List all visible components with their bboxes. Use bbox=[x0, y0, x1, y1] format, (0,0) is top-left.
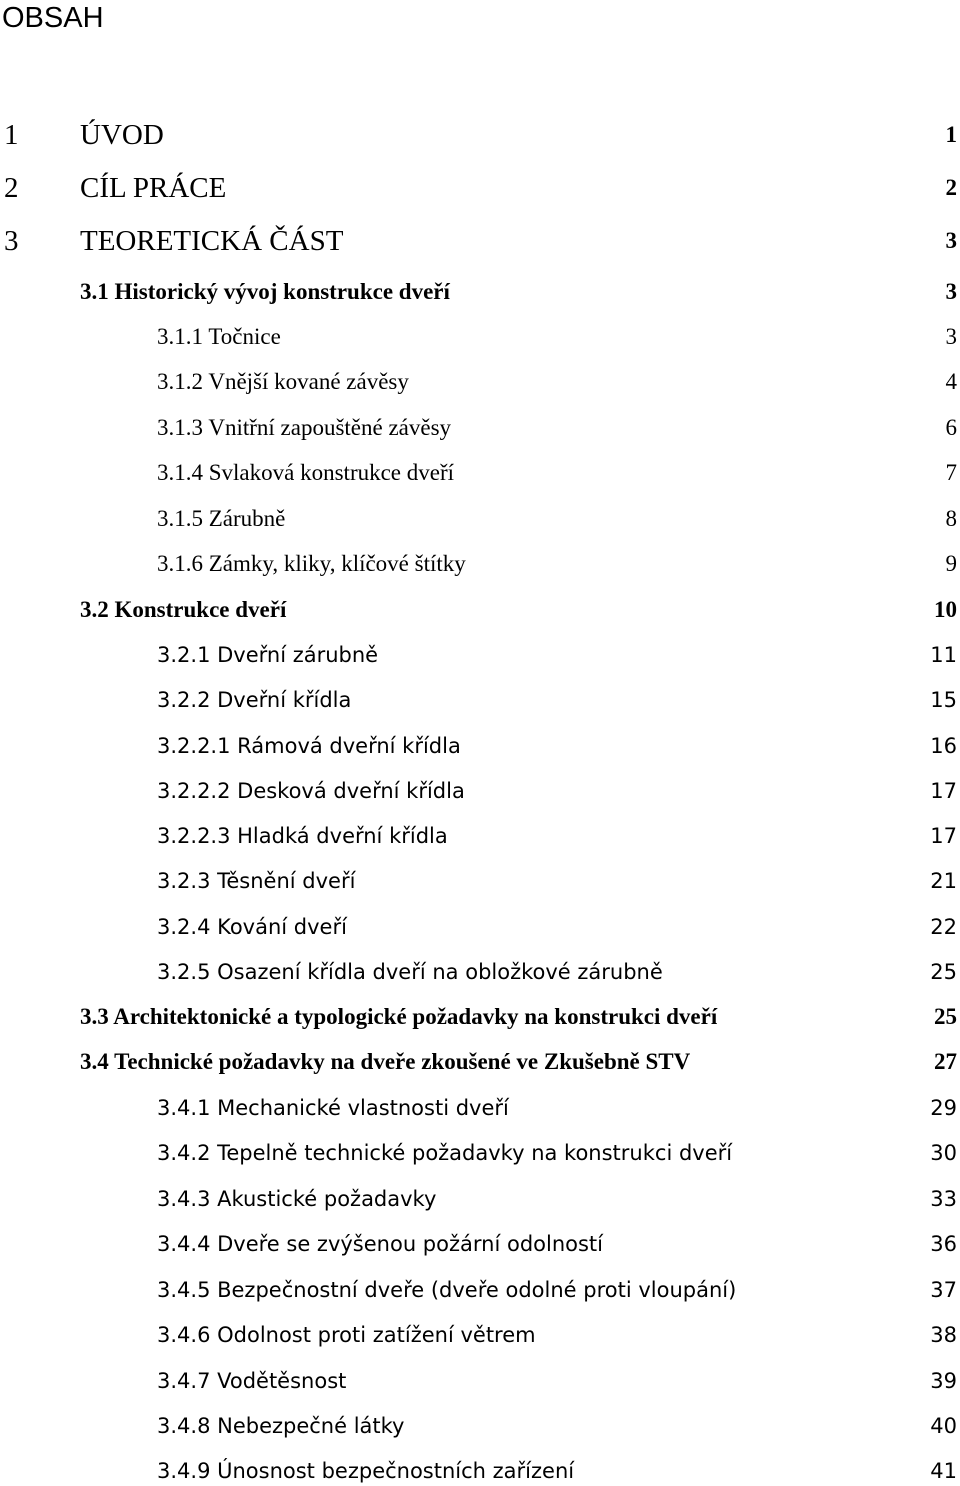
toc-page-number: 25 bbox=[930, 960, 957, 984]
toc-page-number: 17 bbox=[930, 824, 957, 848]
toc-entry-subsection[interactable] bbox=[0, 685, 960, 715]
toc-page-number: 6 bbox=[945, 415, 957, 440]
toc-page-number: 36 bbox=[930, 1232, 957, 1256]
toc-page-number: 8 bbox=[945, 506, 957, 531]
toc-entry-title: 3.2.2 Dveřní křídla bbox=[157, 688, 352, 712]
toc-entry-title: 3.1.3 Vnitřní zapouštěné závěsy bbox=[157, 415, 452, 440]
toc-entry-title: 3.2.1 Dveřní zárubně bbox=[157, 643, 379, 667]
toc-entry-title: 3.2.2.1 Rámová dveřní křídla bbox=[157, 734, 461, 758]
toc-entry-title: 3.4.5 Bezpečnostní dveře (dveře odolné proti vloupání) bbox=[157, 1278, 737, 1302]
toc-entry-subsection[interactable] bbox=[0, 1229, 960, 1259]
toc-chapter-number: 3 bbox=[4, 225, 19, 257]
toc-entry-subsubsection[interactable] bbox=[0, 731, 960, 761]
toc-entry-section[interactable] bbox=[0, 1002, 960, 1032]
toc-entry-title: 3.2 Konstrukce dveří bbox=[80, 597, 287, 622]
toc-entry-title: 3.1.6 Zámky, kliky, klíčové štítky bbox=[157, 551, 466, 576]
toc-entry-title: 3.4.6 Odolnost proti zatížení větrem bbox=[157, 1323, 536, 1347]
toc-chapter-number: 2 bbox=[4, 172, 19, 204]
toc-entry-title: 3.4.9 Únosnost bezpečnostních zařízení bbox=[157, 1459, 575, 1483]
toc-page-number: 21 bbox=[930, 869, 957, 893]
toc-entry-title: 3.1.1 Točnice bbox=[157, 324, 281, 349]
toc-entry-section[interactable] bbox=[0, 277, 960, 307]
toc-entry-title: 3.3 Architektonické a typologické požadavky na konstrukci dveří bbox=[80, 1004, 718, 1029]
toc-entry-chapter[interactable] bbox=[0, 120, 960, 150]
toc-page-number: 3 bbox=[945, 279, 957, 304]
toc-entry-subsection[interactable] bbox=[0, 549, 960, 579]
toc-entry-chapter[interactable] bbox=[0, 173, 960, 203]
toc-entry-title: 3.4.4 Dveře se zvýšenou požární odolností bbox=[157, 1232, 603, 1256]
toc-entry-title: 3.2.2.2 Desková dveřní křídla bbox=[157, 779, 465, 803]
toc-page-number: 11 bbox=[930, 643, 957, 667]
toc-entry-subsection[interactable] bbox=[0, 322, 960, 352]
toc-page-number: 4 bbox=[945, 369, 957, 394]
toc-entry-subsection[interactable] bbox=[0, 866, 960, 896]
toc-page-number: 9 bbox=[945, 551, 957, 576]
toc-entry-title: 3.1 Historický vývoj konstrukce dveří bbox=[80, 279, 450, 304]
toc-entry-title: 3.4.3 Akustické požadavky bbox=[157, 1187, 437, 1211]
toc-entry-title: 3.4.7 Vodětěsnost bbox=[157, 1369, 347, 1393]
toc-page-number: 40 bbox=[930, 1414, 957, 1438]
toc-entry-title: 3.1.2 Vnější kované závěsy bbox=[157, 369, 409, 394]
toc-entry-subsection[interactable] bbox=[0, 912, 960, 942]
toc-entry-subsection[interactable] bbox=[0, 640, 960, 670]
toc-entry-title: 3.1.4 Svlaková konstrukce dveří bbox=[157, 460, 455, 485]
toc-page-number: 29 bbox=[930, 1096, 957, 1120]
toc-entry-subsubsection[interactable] bbox=[0, 821, 960, 851]
toc-entry-title: 3.2.3 Těsnění dveří bbox=[157, 869, 356, 893]
toc-page-number: 27 bbox=[934, 1049, 957, 1074]
toc-entry-subsection[interactable] bbox=[0, 957, 960, 987]
toc-entry-subsection[interactable] bbox=[0, 504, 960, 534]
toc-page-number: 22 bbox=[930, 915, 957, 939]
toc-entry-subsection[interactable] bbox=[0, 413, 960, 443]
toc-page-number: 17 bbox=[930, 779, 957, 803]
toc-page-number: 37 bbox=[930, 1278, 957, 1302]
toc-entry-subsection[interactable] bbox=[0, 1093, 960, 1123]
toc-page-number: 38 bbox=[930, 1323, 957, 1347]
toc-entry-title: 3.4 Technické požadavky na dveře zkoušené ve Zkušebně STV bbox=[80, 1049, 691, 1074]
toc-page-number: 10 bbox=[934, 597, 957, 622]
toc-page-number: 41 bbox=[930, 1459, 957, 1483]
toc-entry-subsubsection[interactable] bbox=[0, 776, 960, 806]
toc-entry-subsection[interactable] bbox=[0, 1366, 960, 1396]
toc-entry-subsection[interactable] bbox=[0, 1320, 960, 1350]
toc-entry-title: 3.2.4 Kování dveří bbox=[157, 915, 347, 939]
toc-entry-title: 3.2.5 Osazení křídla dveří na obložkové zárubně bbox=[157, 960, 663, 984]
toc-entry-title: 3.4.8 Nebezpečné látky bbox=[157, 1414, 405, 1438]
toc-entry-title: CÍL PRÁCE bbox=[80, 172, 227, 204]
toc-entry-subsection[interactable] bbox=[0, 1275, 960, 1305]
toc-entry-title: 3.1.5 Zárubně bbox=[157, 506, 286, 531]
toc-page-number: 3 bbox=[945, 324, 957, 349]
toc-page-number: 33 bbox=[930, 1187, 957, 1211]
toc-page-number: 2 bbox=[945, 175, 957, 200]
page-title: OBSAH bbox=[2, 2, 104, 34]
toc-entry-title: 3.2.2.3 Hladká dveřní křídla bbox=[157, 824, 448, 848]
toc-entry-chapter[interactable] bbox=[0, 226, 960, 256]
toc-entry-subsection[interactable] bbox=[0, 458, 960, 488]
toc-entry-subsection[interactable] bbox=[0, 1456, 960, 1486]
toc-entry-section[interactable] bbox=[0, 1047, 960, 1077]
toc-page-number: 7 bbox=[945, 460, 957, 485]
toc-entry-subsection[interactable] bbox=[0, 1138, 960, 1168]
toc-entry-title: ÚVOD bbox=[80, 119, 164, 151]
toc-chapter-number: 1 bbox=[4, 119, 19, 151]
toc-page-number: 16 bbox=[930, 734, 957, 758]
toc-entry-section[interactable] bbox=[0, 595, 960, 625]
toc-entry-subsection[interactable] bbox=[0, 1184, 960, 1214]
toc-entry-title: 3.4.2 Tepelně technické požadavky na konstrukci dveří bbox=[157, 1141, 733, 1165]
toc-entry-subsection[interactable] bbox=[0, 1411, 960, 1441]
toc-page-number: 3 bbox=[945, 228, 957, 253]
toc-page-number: 15 bbox=[930, 688, 957, 712]
toc-page-number: 1 bbox=[945, 122, 957, 147]
toc-page-number: 25 bbox=[934, 1004, 957, 1029]
toc-entry-subsection[interactable] bbox=[0, 367, 960, 397]
toc-page-number: 39 bbox=[930, 1369, 957, 1393]
toc-entry-title: 3.4.1 Mechanické vlastnosti dveří bbox=[157, 1096, 509, 1120]
toc-entry-title: TEORETICKÁ ČÁST bbox=[80, 225, 344, 257]
toc-page-number: 30 bbox=[930, 1141, 957, 1165]
